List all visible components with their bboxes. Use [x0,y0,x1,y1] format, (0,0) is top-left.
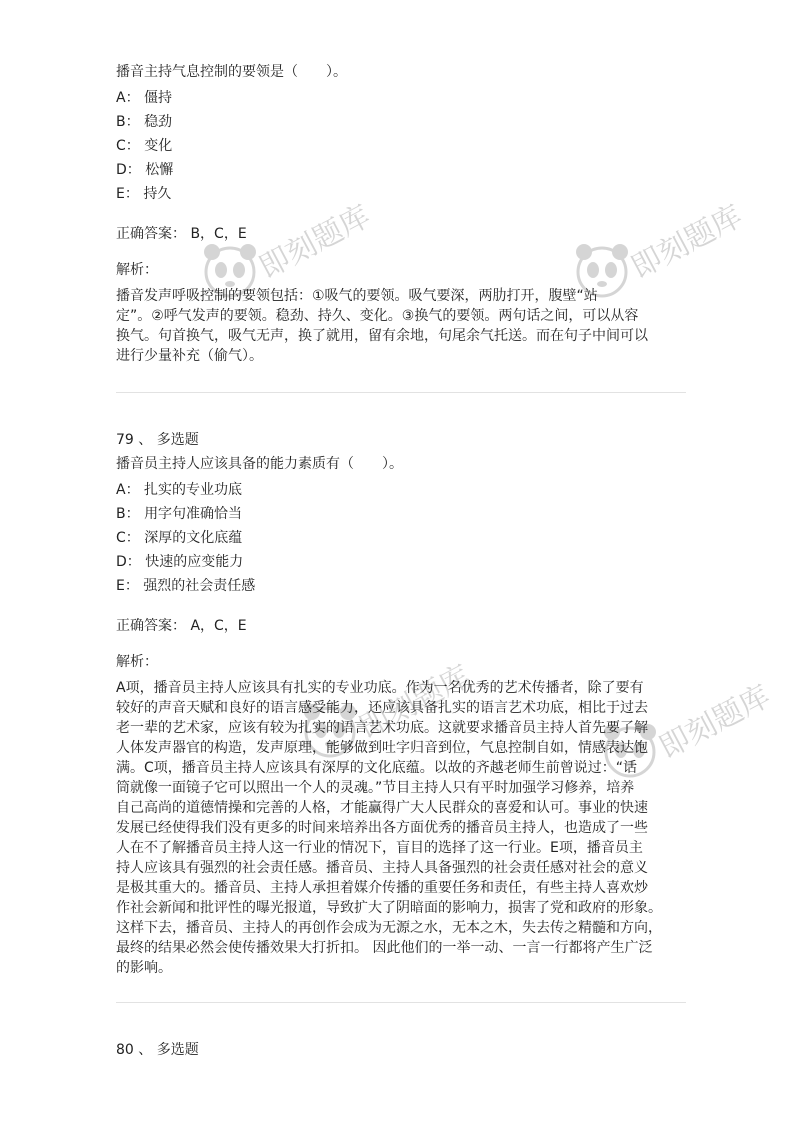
option-e [116,576,686,600]
watermark-text: 即刻题库 [653,678,777,766]
question-80 [116,1040,686,1060]
option-key: E： [116,186,139,202]
question-header: 80 、 多选题 [116,1042,199,1058]
analysis-line: 人体发声器官的构造，发声原理，能够做到吐字归音到位，气息控制自如，情感表达饱 [116,740,648,756]
option-text: 快速的应变能力 [145,554,244,570]
option-text: 稳劲 [144,114,173,130]
analysis-line: 的影响。 [116,960,172,976]
analysis-line: 老一辈的艺术家，应该有较为扎实的语言艺术功底。这就要求播音员主持人首先要了解 [116,720,648,736]
option-e [116,184,686,208]
analysis-line: 定”。②呼气发声的要领。稳劲、持久、变化。③换气的要领。两句话之间，可以从容 [116,308,639,324]
option-text: 松懈 [145,162,174,178]
option-a [116,88,686,112]
answer-value: A，C，E [190,618,247,634]
question-stem: 播音主持气息控制的要领是（ ）。 [116,64,347,80]
option-key: D： [116,554,141,570]
analysis-line: A项，播音员主持人应该具有扎实的专业功底。作为一名优秀的艺术传播者，除了要有 [116,680,644,696]
option-key: C： [116,138,140,154]
analysis-line: 这样下去，播音员、主持人的再创作会成为无源之水，无本之木，失去传之精髓和方向， [116,920,662,936]
option-d [116,552,686,576]
analysis-line: 较好的声音天赋和良好的语言感受能力，还应该具备扎实的语言艺术功底，相比于过去 [116,700,648,716]
divider [116,392,686,393]
option-c [116,136,686,160]
option-text: 僵持 [144,90,173,106]
analysis-line: 满。C项，播音员主持人应该具有深厚的文化底蕴。以故的齐越老师生前曾说过：“话 [116,760,638,776]
correct-answer [116,616,686,636]
watermark-text: 即刻题库 [353,658,477,746]
option-c [116,528,686,552]
option-key: C： [116,530,140,546]
answer-label: 正确答案： [116,226,186,242]
option-b [116,112,686,136]
option-text: 变化 [144,138,173,154]
question-header: 79 、 多选题 [116,432,199,448]
analysis-line: 筒就像一面镜子它可以照出一个人的灵魂。”节目主持人只有平时加强学习修养，培养 [116,780,635,796]
watermark-text: 即刻题库 [253,198,377,286]
analysis-line: 最终的结果必然会使传播效果大打折扣。 因此他们的一举一动、一言一行都将产生广泛 [116,940,653,956]
correct-answer [116,224,686,244]
option-text: 深厚的文化底蕴 [144,530,243,546]
analysis-label: 解析： [116,262,158,278]
analysis-text [116,286,682,366]
option-key: B： [116,114,140,130]
option-text: 扎实的专业功底 [144,482,243,498]
analysis-line: 播音发声呼吸控制的要领包括：①吸气的要领。吸气要深，两肋打开，腹壁“站 [116,288,598,304]
option-text: 用字句准确恰当 [144,506,243,522]
option-a [116,480,686,504]
option-key: D： [116,162,141,178]
question-78 [116,62,686,366]
analysis-line: 换气。句首换气，吸气无声，换了就用，留有余地，句尾余气托送。而在句子中间可以 [116,328,648,344]
option-b [116,504,686,528]
question-79 [116,430,686,978]
analysis-text [116,678,682,978]
analysis-line: 持人应该具有强烈的社会责任感。播音员、主持人具备强烈的社会责任感对社会的意义 [116,860,648,876]
option-key: B： [116,506,140,522]
option-text: 强烈的社会责任感 [143,578,256,594]
analysis-line: 是极其重大的。播音员、主持人承担着媒介传播的重要任务和责任，有些主持人喜欢炒 [116,880,648,896]
watermark-text: 即刻题库 [625,198,749,286]
analysis-line: 发展已经使得我们没有更多的时间来培养出各方面优秀的播音员主持人，也造成了一些 [116,820,648,836]
option-key: A： [116,482,140,498]
analysis-label: 解析： [116,654,158,670]
analysis-line: 人在不了解播音员主持人这一行业的情况下，盲目的选择了这一行业。E项，播音员主 [116,840,643,856]
analysis-line: 进行少量补充（偷气）。 [116,348,263,364]
option-key: E： [116,578,139,594]
question-stem: 播音员主持人应该具备的能力素质有（ ）。 [116,456,403,472]
answer-value: B，C，E [190,226,247,242]
divider [116,1002,686,1003]
answer-label: 正确答案： [116,618,186,634]
analysis-line: 作社会新闻和批评性的曝光报道，导致扩大了阴暗面的影响力，损害了党和政府的形象。 [116,900,662,916]
option-key: A： [116,90,140,106]
analysis-line: 自己高尚的道德情操和完善的人格，才能赢得广大人民群众的喜爱和认可。事业的快速 [116,800,648,816]
option-d [116,160,686,184]
option-text: 持久 [143,186,172,202]
